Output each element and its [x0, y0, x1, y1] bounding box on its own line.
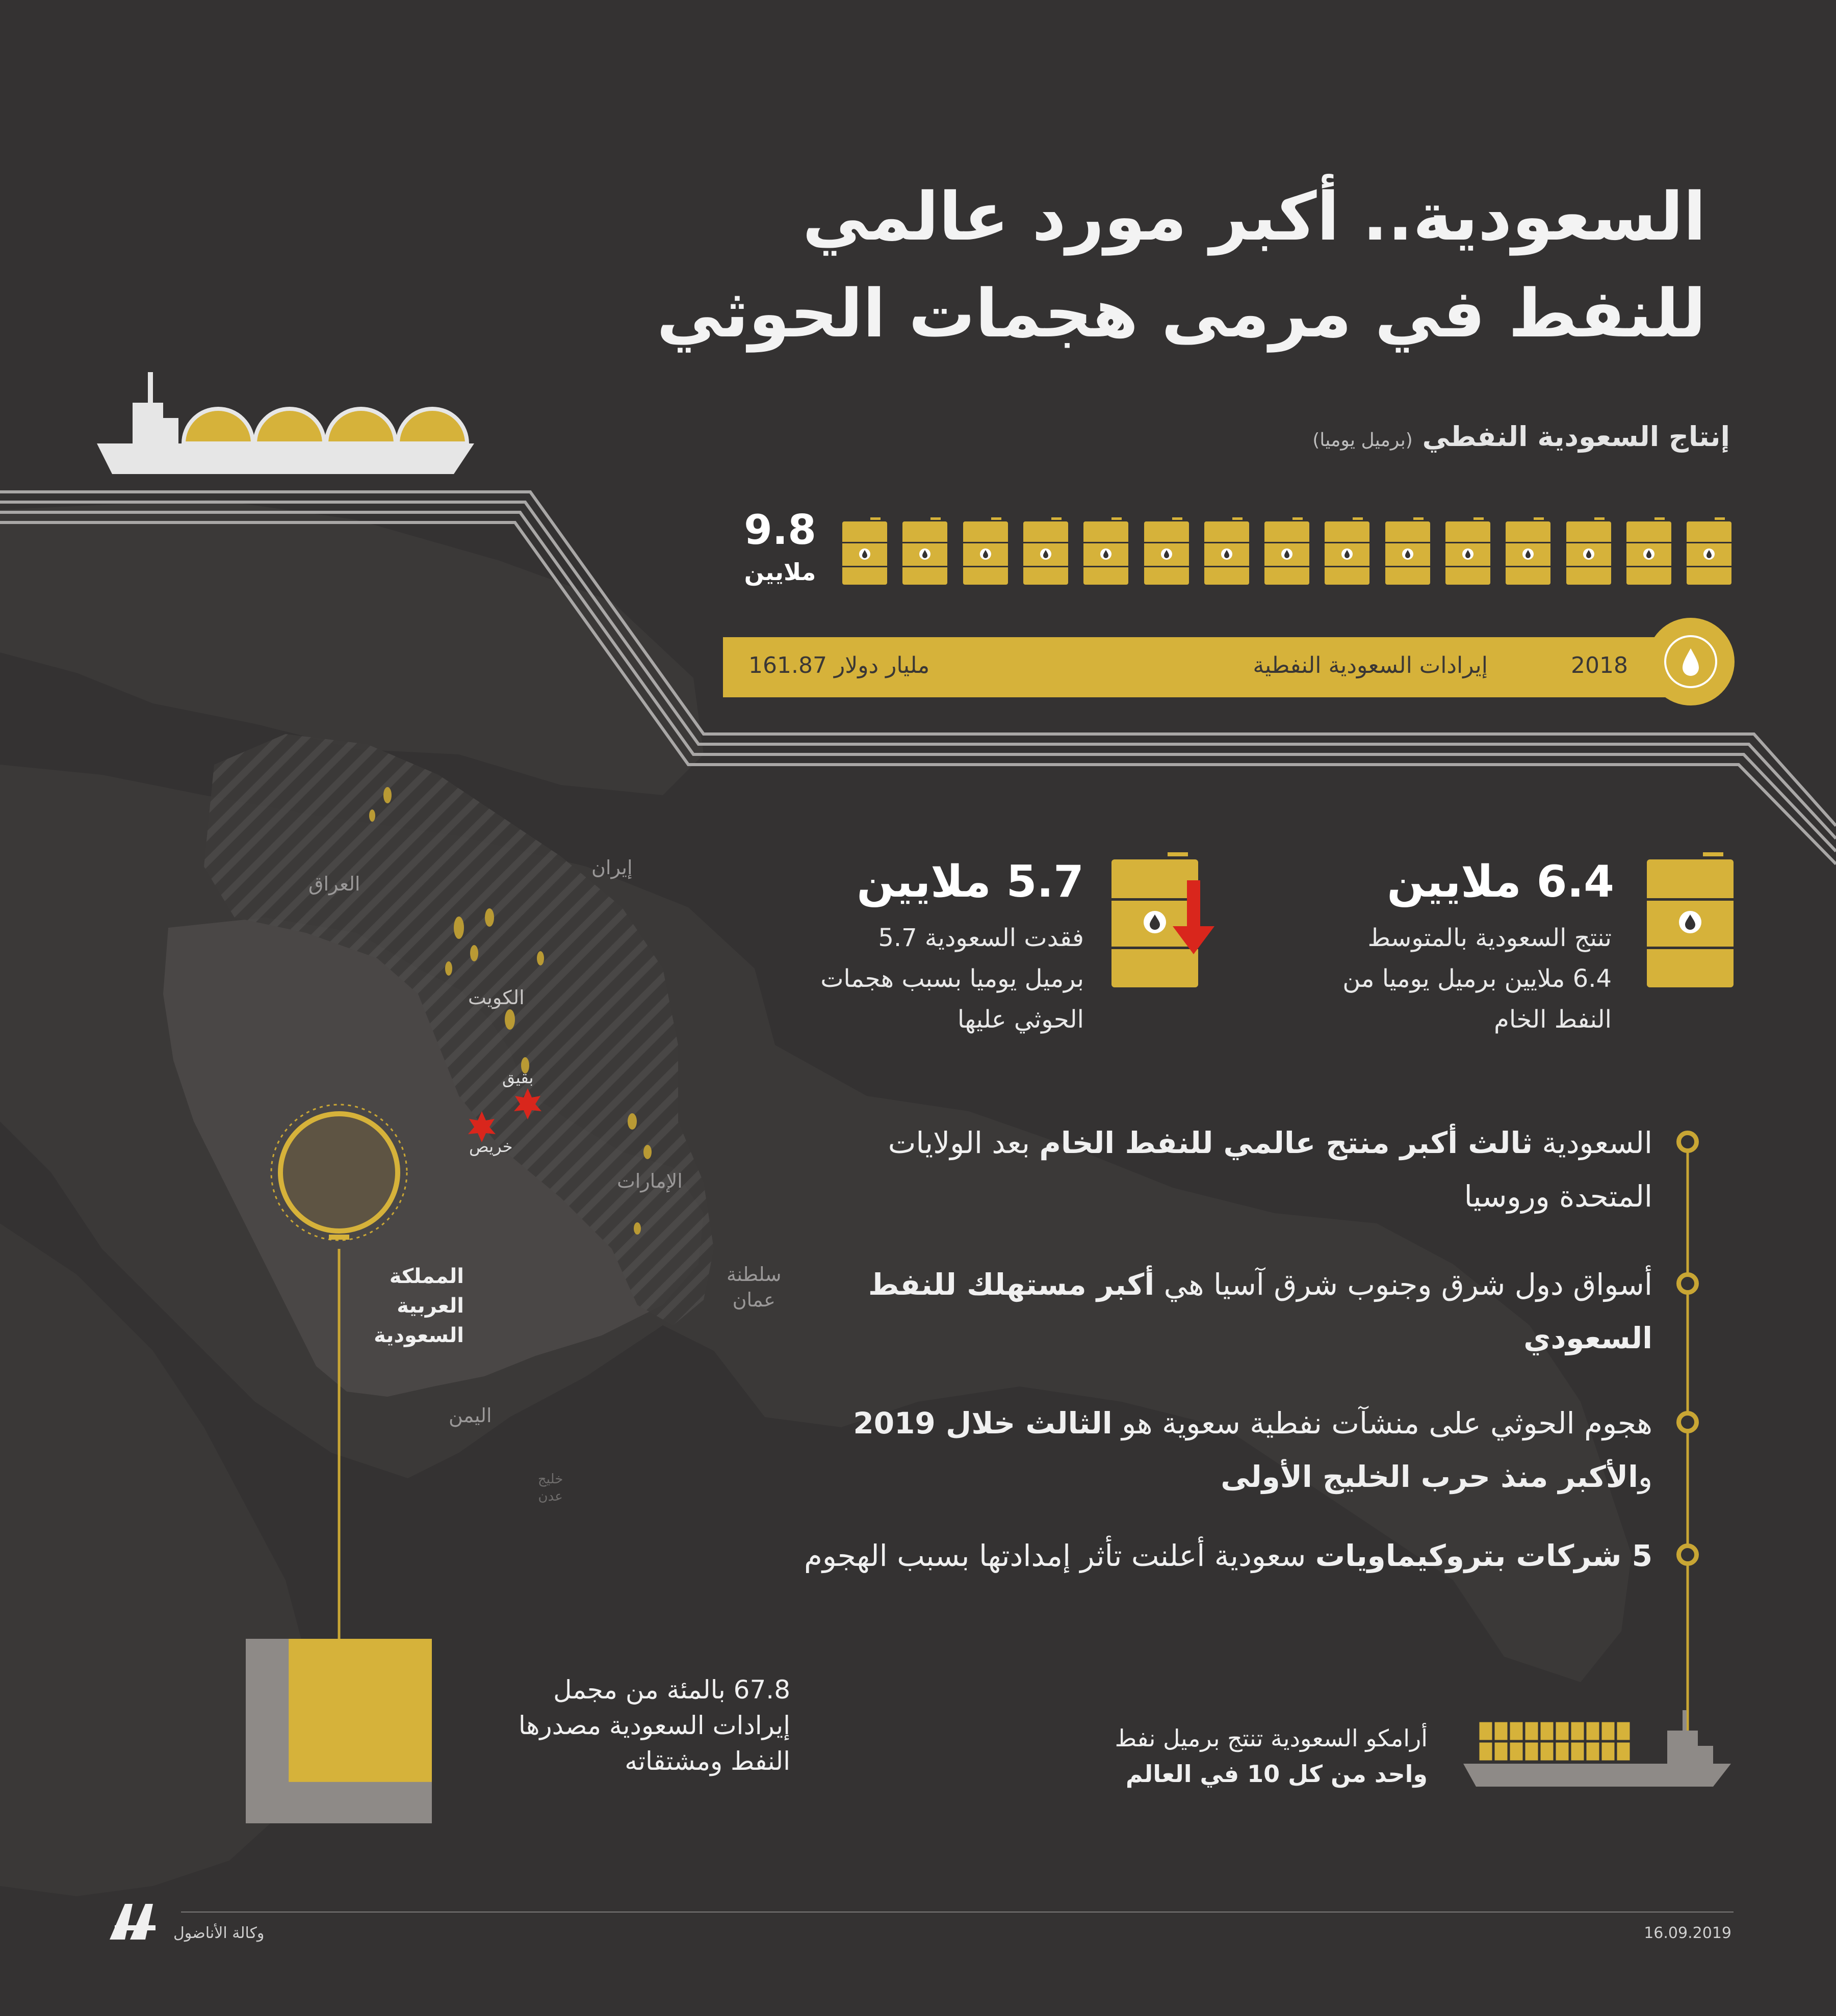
fact-text: أسواق دول شرق وجنوب شرق آسيا هي — [1154, 1267, 1652, 1302]
page-title — [584, 168, 1706, 362]
aramco-line: أرامكو السعودية تنتج برميل نفط — [1115, 1724, 1428, 1752]
oil-barrel-icon — [842, 517, 887, 585]
saudi-line: العربية — [397, 1294, 464, 1318]
production-heading — [1312, 421, 1730, 453]
oil-barrel-icon — [1385, 517, 1430, 585]
lost-production-text — [676, 918, 1084, 1040]
timeline-dot — [1676, 1131, 1699, 1153]
average-text-line: 6.4 ملايين برميل يوميا من — [1342, 964, 1612, 993]
oil-barrel-icon — [1566, 517, 1611, 585]
map-label-oman — [727, 1262, 781, 1313]
fact-text: بعد الولايات المتحدة وروسيا — [888, 1125, 1652, 1214]
map-label-khurais: خريص — [469, 1137, 513, 1156]
oil-barrel-icon — [902, 517, 947, 585]
share-text-line: إيرادات السعودية مصدرها — [518, 1711, 790, 1740]
fact-text: هجوم الحوثي على منشآت نفطية سعوية هو — [1112, 1406, 1652, 1441]
production-value: 9.8 — [744, 506, 816, 554]
oil-barrel-icon — [1325, 517, 1369, 585]
production-label: إنتاج السعودية النفطي — [1422, 421, 1730, 453]
aden-line: خليج — [538, 1472, 563, 1487]
oman-line: عمان — [732, 1289, 775, 1311]
saudi-line: السعودية — [374, 1324, 464, 1347]
timeline-dot — [1676, 1272, 1699, 1295]
map-label-abqaiq: بقيق — [502, 1068, 534, 1087]
lost-production-value: 5.7 ملايين — [857, 856, 1084, 907]
saudi-line: المملكة — [389, 1265, 464, 1288]
revenue-label: إيرادات السعودية النفطية — [1253, 652, 1488, 678]
aden-line: عدن — [538, 1489, 563, 1504]
map-label-gulf-of-aden — [538, 1471, 563, 1505]
oil-barrel-icon — [1506, 517, 1550, 585]
lng-tanker-ship-icon — [97, 372, 484, 479]
fact-item — [786, 1529, 1652, 1583]
oil-barrel-icon — [1647, 852, 1734, 987]
fact-item — [786, 1397, 1652, 1504]
revenue-share-fill — [289, 1639, 432, 1782]
lost-text-line: الحوثي عليها — [957, 1005, 1084, 1034]
map-label-kuwait: الكويت — [468, 986, 525, 1009]
revenue-share-graphic — [246, 1639, 432, 1823]
oil-barrel-icon — [1144, 517, 1189, 585]
map-label-iraq: العراق — [308, 873, 360, 895]
fact-text: السعودية — [1533, 1125, 1652, 1160]
oil-barrel-icon — [963, 517, 1008, 585]
footer-divider — [181, 1912, 1734, 1913]
map-label-yemen: اليمن — [449, 1404, 492, 1427]
agency-name: وكالة الأناضول — [173, 1924, 265, 1942]
fact-highlight: الأكبر منذ حرب الخليج الأولى — [1221, 1459, 1638, 1494]
average-production-text — [1204, 918, 1612, 1040]
oil-tanker-ship-icon — [1463, 1710, 1731, 1789]
oil-barrel-icon — [1445, 517, 1490, 585]
fact-text: سعودية أعلنت تأثر إمدادتها بسبب الهجوم — [804, 1538, 1315, 1573]
title-line-2: للنفط في مرمى هجمات الحوثي — [656, 275, 1706, 352]
map-label-saudi-arabia — [352, 1262, 464, 1350]
oil-barrel-down-icon — [1111, 852, 1224, 987]
fact-highlight: ثالث أكبر منتج عالمي للنفط الخام — [1039, 1125, 1533, 1160]
saudi-location-marker — [268, 1101, 416, 1254]
average-text-line: النفط الخام — [1494, 1005, 1612, 1034]
revenue-year: 2018 — [1571, 652, 1628, 678]
oil-barrel-icon — [1687, 517, 1731, 585]
publish-date: 16.09.2019 — [1644, 1924, 1731, 1942]
timeline-dot — [1676, 1543, 1699, 1566]
oil-barrel-icon — [1626, 517, 1671, 585]
fact-highlight: الثالث خلال 2019 — [853, 1406, 1113, 1441]
fact-highlight: أكبر مستهلك للنفط السعودي — [868, 1267, 1652, 1355]
aramco-line: واحد من كل 10 في العالم — [1125, 1760, 1428, 1788]
map-label-iran: إيران — [591, 856, 633, 879]
average-production-value: 6.4 ملايين — [1387, 856, 1614, 907]
revenue-bar — [723, 637, 1682, 697]
fact-highlight: 5 شركات بتروكيماويات — [1315, 1538, 1652, 1573]
title-line-1: السعودية.. أكبر مورد عالمي — [802, 178, 1706, 255]
timeline-dot — [1676, 1411, 1699, 1433]
average-text-line: تنتج السعودية بالمتوسط — [1367, 924, 1612, 952]
fact-item — [786, 1258, 1652, 1365]
lost-text-line: فقدت السعودية 5.7 — [878, 924, 1084, 952]
map-label-uae: الإمارات — [617, 1170, 683, 1192]
oman-line: سلطنة — [727, 1263, 782, 1286]
oil-drop-icon — [1664, 635, 1717, 688]
share-text-line: 67.8 بالمئة من مجمل — [553, 1675, 790, 1705]
aramco-text — [969, 1720, 1428, 1792]
oil-barrel-icon — [1204, 517, 1249, 585]
revenue-amount: 161.87 مليار دولار — [748, 652, 930, 678]
fact-item — [786, 1116, 1652, 1223]
revenue-share-text — [474, 1672, 790, 1779]
fact-text: و — [1638, 1459, 1652, 1494]
oil-barrel-icon — [1264, 517, 1309, 585]
barrel-row — [842, 517, 1729, 585]
lost-text-line: برميل يوميا بسبب هجمات — [820, 964, 1084, 993]
oil-drop-badge — [1647, 618, 1735, 705]
oil-barrel-icon — [1023, 517, 1068, 585]
production-value-unit: ملايين — [744, 558, 816, 586]
production-unit-note: (برميل يوميا) — [1312, 430, 1413, 451]
oil-barrel-icon — [1083, 517, 1128, 585]
share-text-line: النفط ومشتقاته — [625, 1746, 790, 1776]
anadolu-logo — [105, 1899, 163, 1945]
